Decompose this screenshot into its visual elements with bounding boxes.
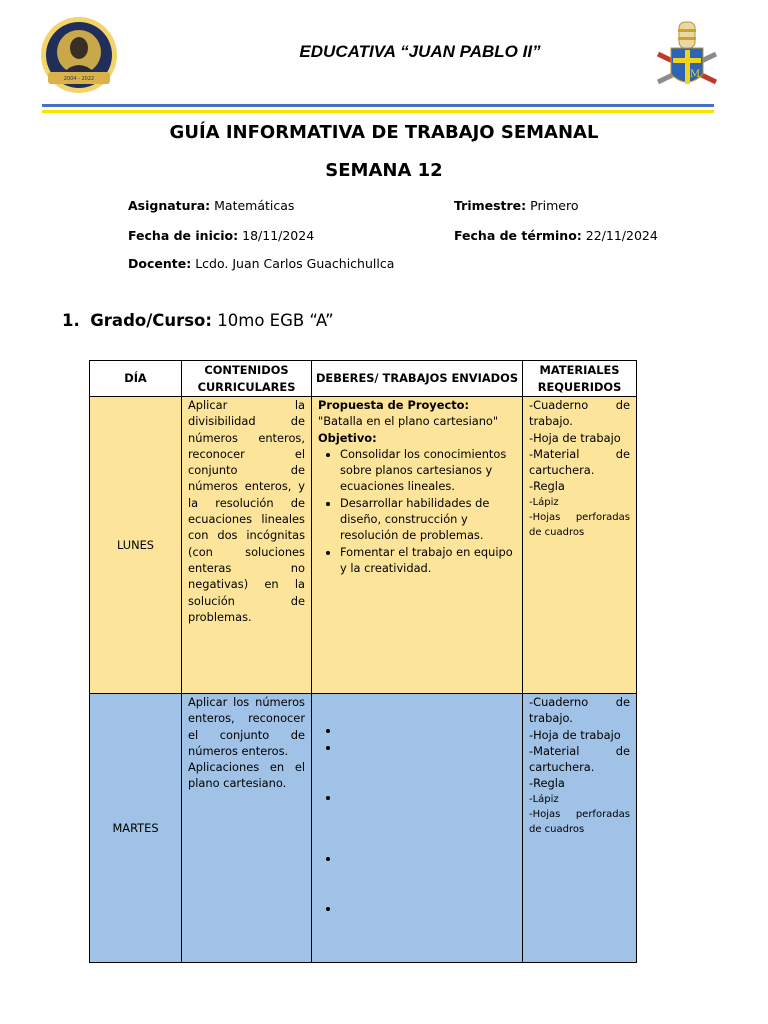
end-date-field: [454, 228, 658, 243]
objective-item: • Desarrollar habilidades de diseño, construcción y resolución de problemas.: [340, 495, 516, 544]
material-item: -Lápiz: [529, 793, 559, 805]
assignments-cell: [312, 397, 523, 694]
assignments-cell: [312, 694, 523, 963]
end-date-value: 22/11/2024: [585, 228, 658, 243]
end-date-label: Fecha de término:: [454, 228, 582, 243]
start-date-value: 18/11/2024: [242, 228, 315, 243]
material-item: -Material de: [529, 743, 630, 758]
material-item: -Hoja de trabajo: [529, 727, 621, 742]
teacher-label: Docente:: [128, 256, 192, 271]
material-item: cartuchera.: [529, 760, 595, 775]
term-label: Trimestre:: [454, 198, 527, 213]
objective-item: • Consolidar los conocimientos sobre planos cartesianos y ecuaciones lineales.: [340, 446, 516, 495]
project-name: "Batalla en el plano cartesiano": [318, 414, 499, 429]
start-date-field: [128, 228, 314, 243]
material-item: -Hojas perforadas de cuadros: [529, 511, 630, 538]
header-rule-yellow: [42, 110, 714, 113]
weekly-schedule-table: [89, 360, 637, 963]
header-contents: CONTENIDOS CURRICULARES: [182, 361, 312, 397]
contents-cell: Aplicar la divisibilidad de números enteros, reconocer el conjunto de números enteros, y la resolución de ecuaciones lineales con dos incógnitas (con soluciones enteras no negativas) en la solución de problemas.: [182, 397, 312, 694]
papal-coat-of-arms: [652, 20, 722, 100]
logo-years: 2004 - 2022: [63, 76, 95, 82]
material-item: -Cuaderno de: [529, 695, 630, 709]
term-value: Primero: [530, 198, 579, 213]
material-item: -Hojas perforadas de cuadros: [529, 808, 630, 835]
header-materials: MATERIALES REQUERIDOS: [523, 361, 637, 397]
grade-heading: [62, 311, 334, 330]
grade-label: Grado/Curso:: [90, 311, 212, 330]
subject-field: [128, 198, 294, 213]
empty-bullet-list: [318, 694, 516, 917]
teacher-field: [128, 256, 394, 271]
header-assignments: DEBERES/ TRABAJOS ENVIADOS: [312, 361, 523, 397]
subject-label: Asignatura:: [128, 198, 211, 213]
material-item: trabajo.: [529, 711, 573, 726]
material-item: -Regla: [529, 479, 565, 494]
empty-bullet: [340, 789, 516, 850]
empty-bullet: [340, 739, 516, 789]
day-cell: LUNES: [90, 397, 182, 694]
header-day: DÍA: [90, 361, 182, 397]
term-field: [454, 198, 578, 213]
content-text: Aplicaciones en el plano cartesiano.: [188, 760, 305, 791]
grade-value: 10mo EGB “A”: [217, 311, 334, 330]
table-header-row: [90, 361, 637, 397]
objective-list: [318, 446, 516, 576]
document-title: GUÍA INFORMATIVA DE TRABAJO SEMANAL: [169, 122, 599, 143]
material-item: -Cuaderno de: [529, 398, 630, 412]
content-text: Aplicar los números enteros, reconocer el conjunto de números enteros.: [188, 695, 305, 758]
project-label: Propuesta de Proyecto:: [318, 398, 470, 412]
table-row-martes: [90, 694, 637, 963]
material-item: -Regla: [529, 776, 565, 791]
objective-label: Objetivo:: [318, 430, 377, 445]
materials-cell: [523, 694, 637, 963]
material-item: cartuchera.: [529, 463, 595, 478]
school-name: EDUCATIVA “JUAN PABLO II”: [299, 42, 541, 61]
table-row-lunes: [90, 397, 637, 694]
week-title: SEMANA 12: [325, 160, 443, 181]
start-date-label: Fecha de inicio:: [128, 228, 239, 243]
coat-letter: M: [689, 69, 701, 80]
material-item: trabajo.: [529, 414, 573, 429]
material-item: -Hoja de trabajo: [529, 430, 621, 445]
materials-cell: [523, 397, 637, 694]
empty-bullet: [340, 850, 516, 900]
objective-item: • Fomentar el trabajo en equipo y la creatividad.: [340, 544, 516, 577]
grade-number: 1.: [62, 311, 80, 330]
empty-bullet: [340, 722, 516, 739]
header-rule-blue: [42, 104, 714, 107]
material-item: -Material de: [529, 446, 630, 461]
material-item: -Lápiz: [529, 496, 559, 508]
subject-value: Matemáticas: [214, 198, 295, 213]
contents-cell: [182, 694, 312, 963]
day-cell: MARTES: [90, 694, 182, 963]
teacher-value: Lcdo. Juan Carlos Guachichullca: [195, 256, 395, 271]
empty-bullet: [340, 900, 516, 917]
